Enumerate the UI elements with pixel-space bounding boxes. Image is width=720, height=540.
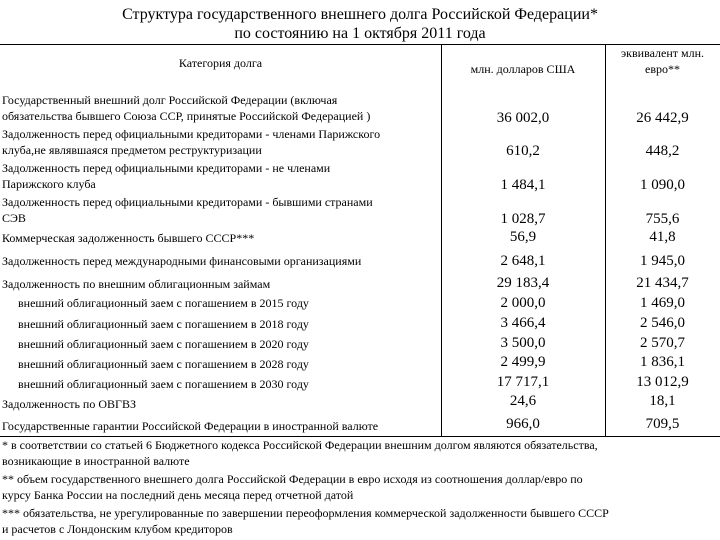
row-label: Задолженность перед международными финансовыми организациями [2, 254, 362, 268]
row-eur: 21 434,7 [636, 275, 689, 291]
row-eur: 1 090,0 [640, 177, 685, 193]
row-usd: 610,2 [506, 143, 540, 159]
footnote-3-line-2: и расчетов с Лондонским клубом кредиторов [2, 522, 233, 536]
row-usd: 2 499,9 [500, 354, 546, 370]
row-label: Парижского клуба [2, 177, 96, 191]
row-eur: 709,5 [645, 416, 680, 432]
row-label: Задолженность перед официальными кредиторами - членами Парижского [2, 127, 381, 141]
row-label: Государственный внешний долг Российской Федерации (включая [2, 93, 338, 107]
header-usd: млн. долларов США [470, 62, 576, 76]
row-label: клуба,не являвшаяся предметом реструктуризации [2, 143, 262, 157]
row-usd: 17 717,1 [496, 374, 550, 390]
page-title: Структура государственного внешнего долга Российской Федерации* [122, 6, 598, 23]
row-usd: 29 183,4 [496, 275, 550, 291]
row-usd: 2 000,0 [500, 295, 546, 311]
row-label: Задолженность перед официальными кредиторами - бывшими странами [2, 195, 373, 209]
row-eur: 13 012,9 [636, 374, 689, 390]
row-label: внешний облигационный заем с погашением в 2018 году [18, 317, 309, 331]
row-usd: 56,9 [509, 229, 537, 245]
header-category: Категория долга [178, 56, 263, 70]
page-subtitle: по состоянию на 1 октября 2011 года [234, 25, 486, 42]
row-eur: 2 570,7 [640, 335, 685, 351]
row-eur: 1 469,0 [640, 295, 685, 311]
row-eur: 41,8 [649, 229, 676, 245]
table-bottom-border [0, 436, 720, 437]
row-eur: 755,6 [645, 211, 680, 227]
row-eur: 1 836,1 [640, 354, 685, 370]
header-eur-line1: эквивалент млн. [621, 46, 704, 60]
row-usd: 2 648,1 [500, 253, 546, 269]
row-label: внешний облигационный заем с погашением в 2028 году [18, 357, 309, 371]
row-label: внешний облигационный заем с погашением в 2020 году [18, 337, 309, 351]
row-label: обязательства бывшего Союза ССР, принятые Российской Федерацией ) [2, 109, 371, 123]
footnote-1-line-2: возникающие в иностранной валюте [2, 454, 190, 468]
row-label: Задолженность перед официальными кредиторами - не членами [2, 161, 331, 175]
row-eur: 1 945,0 [640, 253, 685, 269]
row-label: внешний облигационный заем с погашением в 2030 году [18, 377, 309, 391]
row-usd: 966,0 [506, 416, 540, 432]
row-eur: 18,1 [649, 393, 676, 409]
footnote-1-line-1: * в соответствии со статьей 6 Бюджетного кодекса Российской Федерации внешним долгом являются обязательства, [2, 438, 598, 452]
row-usd: 1 484,1 [500, 177, 546, 193]
footnote-2-line-2: курсу Банка России на последний день месяца перед отчетной датой [2, 488, 354, 502]
header-eur-line2: евро** [645, 62, 680, 76]
row-eur: 2 546,0 [640, 315, 685, 331]
row-usd: 3 466,4 [500, 315, 546, 331]
footnote-2-line-1: ** объем государственного внешнего долга Российской Федерации в евро исходя из соотношения доллар/евро по [2, 472, 583, 486]
row-label: Коммерческая задолженность бывшего СССР*** [2, 231, 255, 245]
row-label: Задолженность по ОВГВЗ [2, 397, 136, 411]
row-usd: 1 028,7 [500, 211, 546, 227]
row-label: внешний облигационный заем с погашением в 2015 году [18, 296, 309, 310]
footnote-3-line-1: *** обязательства, не урегулированные по завершении переоформления коммерческой задолженности бывшего СССР [2, 506, 609, 520]
row-label: Задолженность по внешним облигационным займам [2, 277, 271, 291]
row-usd: 3 500,0 [500, 335, 546, 351]
row-label: Государственные гарантии Российской Федерации в иностранной валюте [2, 419, 379, 433]
row-eur: 26 442,9 [636, 110, 689, 126]
row-label: СЭВ [2, 211, 26, 225]
row-usd: 36 002,0 [496, 110, 550, 126]
row-usd: 24,6 [509, 393, 537, 409]
table-top-border [0, 44, 720, 45]
row-eur: 448,2 [645, 143, 680, 159]
